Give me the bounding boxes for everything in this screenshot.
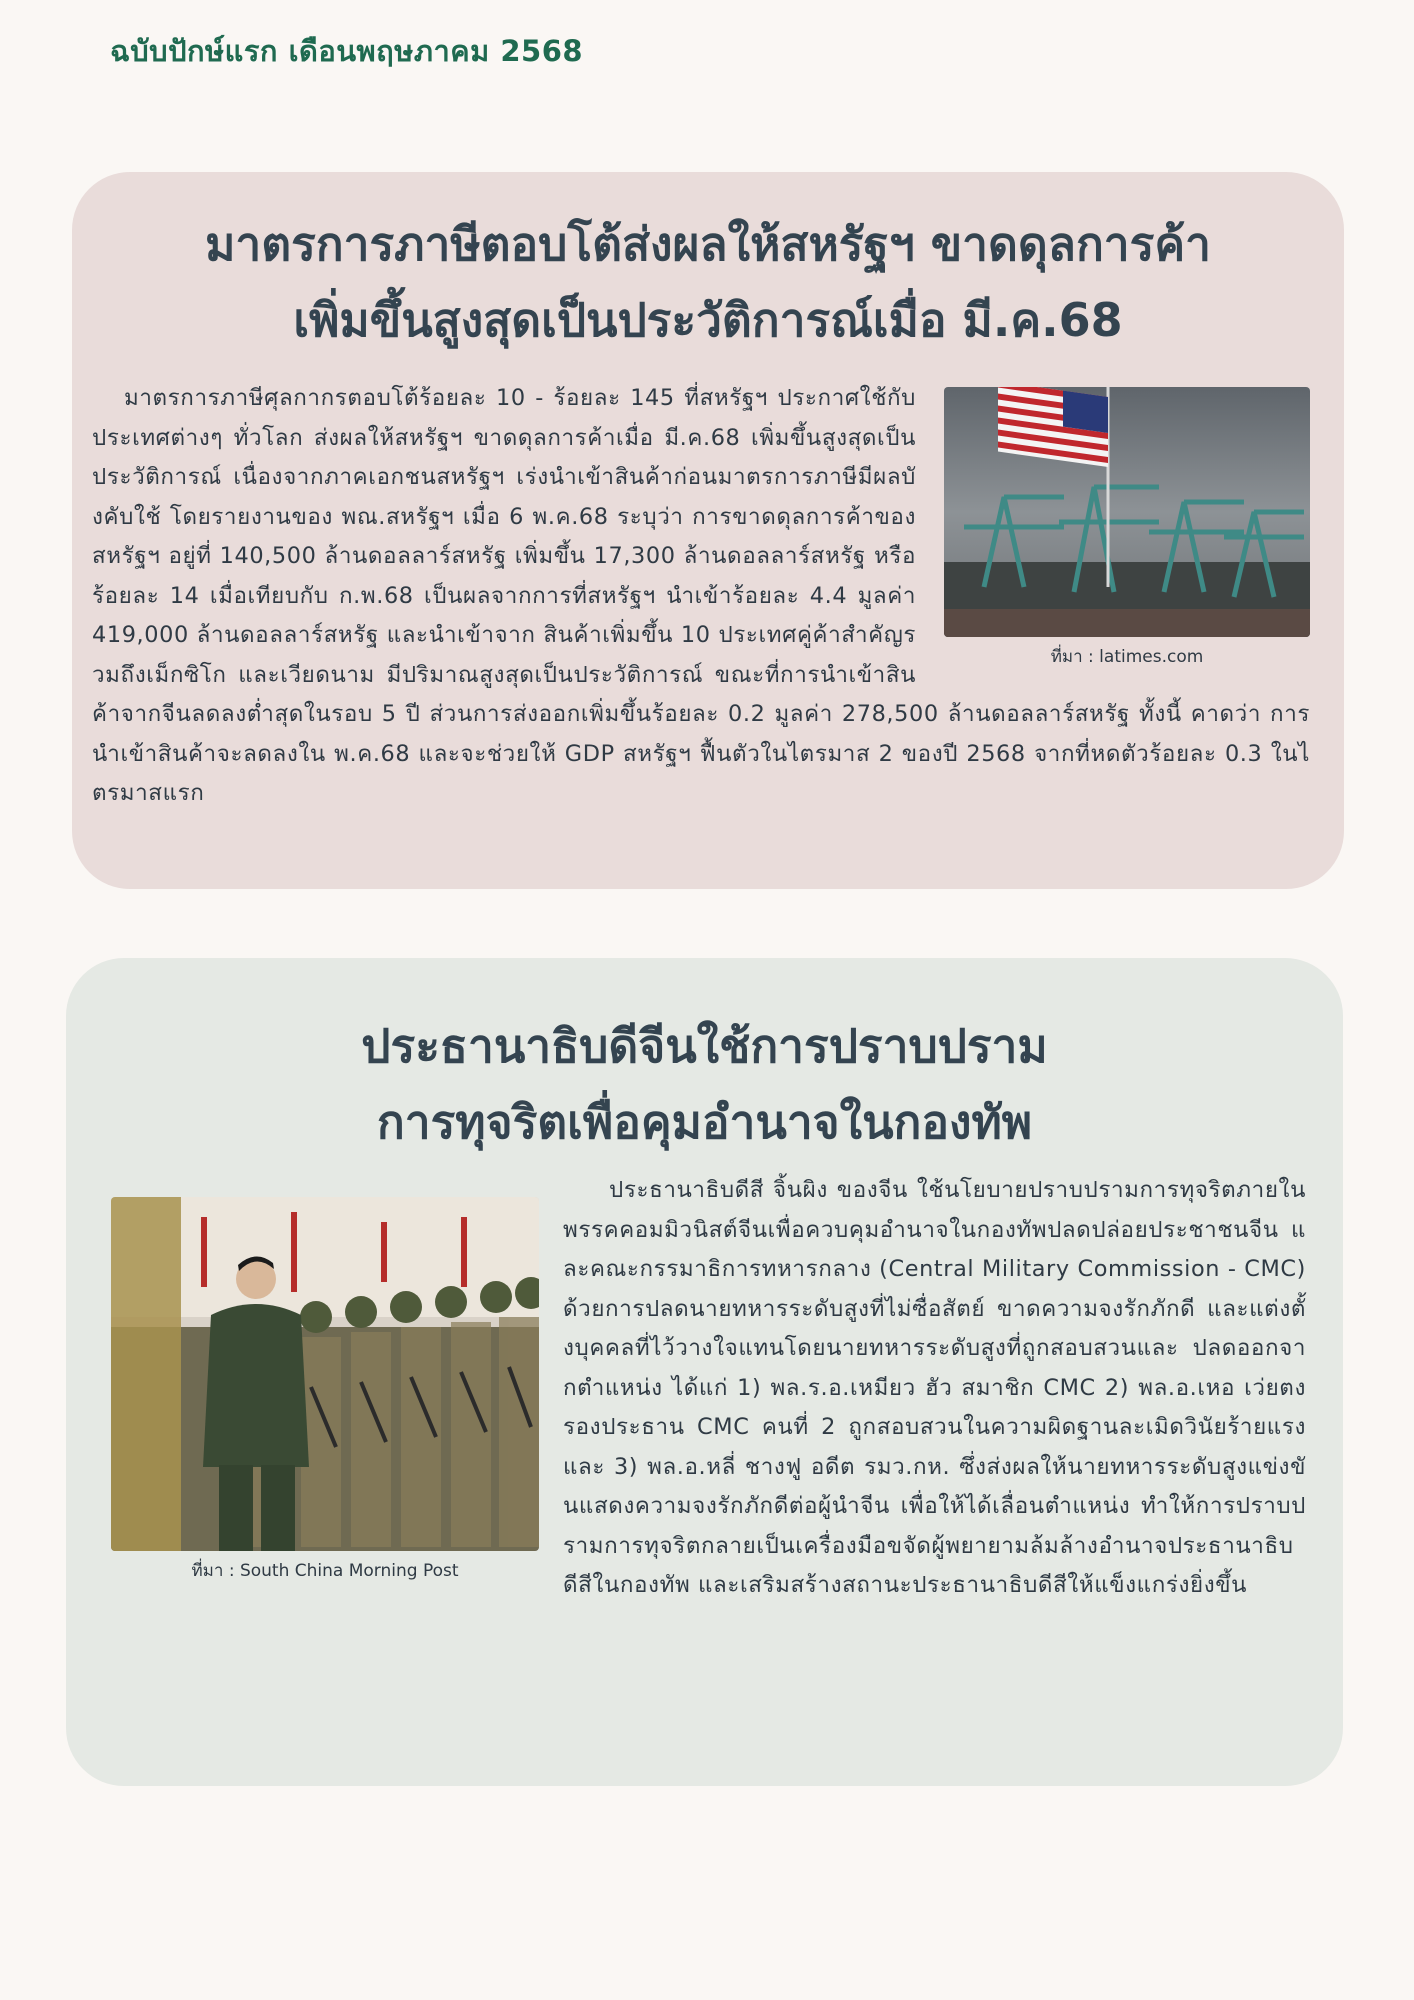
article-title — [72, 172, 1344, 358]
article-card-trade-deficit — [72, 172, 1344, 889]
image-caption: ที่มา : latimes.com — [1050, 647, 1204, 667]
article-body — [111, 1171, 1306, 1606]
article-card-china-anticorruption — [66, 958, 1343, 1786]
figure-us-port — [944, 387, 1310, 665]
article-title — [66, 958, 1343, 1160]
title-line-1: มาตรการภาษีตอบโต้ส่งผลให้สหรัฐฯ ขาดดุลการค้า — [205, 217, 1211, 271]
article-body-text: ประธานาธิบดีสี จิ้นผิง ของจีน ใช้นโยบายปราบปรามการทุจริตภายในพรรคคอมมิวนิสต์จีนเพื่อควบคุมอำนาจในกองทัพปลดปล่อยประชาชนจีน และคณะกรรมาธิการทหารกลาง (Central Military Commission - CMC) ด้วยการปลดนายทหารระดับสูงที่ไม่ซื่อสัตย์ ขาดความจงรักภักดี และแต่งตั้งบุคคลที่ไว้วางใจแทนโดยนายทหารระดับสูงที่ถูกสอบสวนและ ปลดออกจากตำแหน่ง ได้แก่ 1) พล.ร.อ.เหมียว ฮัว สมาชิก CMC 2) พล.อ.เหอ เว่ยตง รองประธาน CMC คนที่ 2 ถูกสอบสวนในความผิดฐานละเมิดวินัยร้ายแรง และ 3) พล.อ.หลี่ ชางฟู อดีต รมว.กห. ซึ่งส่งผลให้นายทหารระดับสูงแข่งขันแสดงความจงรักภักดีต่อผู้นำจีน เพื่อให้ได้เลื่อนตำแหน่ง ทำให้การปราบปรามการทุจริตกลายเป็นเครื่องมือขจัดผู้พยายามล้มล้างอำนาจประธานาธิบดีสีในกองทัพ และเสริมสร้างสถานะประธานาธิบดีสีให้แข็งแกร่งยิ่งขึ้น — [563, 1177, 1306, 1598]
figure-xi-troops — [111, 1171, 539, 1581]
image-caption: ที่มา : South China Morning Post — [191, 1561, 459, 1581]
article-body-text: มาตรการภาษีศุลกากรตอบโต้ร้อยละ 10 - ร้อยละ 145 ที่สหรัฐฯ ประกาศใช้กับประเทศต่างๆ ทั่วโลก ส่งผลให้สหรัฐฯ ขาดดุลการค้าเมื่อ มี.ค.68 เพิ่มขึ้นสูงสุดเป็นประวัติการณ์ เนื่องจากภาคเอกชนสหรัฐฯ เร่งนำเข้าสินค้าก่อนมาตรการภาษีมีผลบังคับใช้ โดยรายงานของ พณ.สหรัฐฯ เมื่อ 6 พ.ค.68 ระบุว่า การขาดดุลการค้าของสหรัฐฯ อยู่ที่ 140,500 ล้านดอลลาร์สหรัฐ เพิ่มขึ้น 17,300 ล้านดอลลาร์สหรัฐ หรือร้อยละ 14 เมื่อเทียบกับ ก.พ.68 เป็นผลจากการที่สหรัฐฯ นำเข้าร้อยละ 4.4 มูลค่า 419,000 ล้านดอลลาร์สหรัฐ และนำเข้าจาก สินค้าเพิ่มขึ้น 10 ประเทศคู่ค้าสำคัญรวมถึงเม็กซิโก และเวียดนาม มีปริมาณสูงสุดเป็นประวัติการณ์ ขณะที่การนำเข้าสินค้าจากจีนลดลงต่ำสุดในรอบ 5 ปี ส่วนการส่งออกเพิ่มขึ้นร้อยละ 0.2 มูลค่า 278,500 ล้านดอลลาร์สหรัฐ ทั้งนี้ คาดว่า การนำเข้าสินค้าจะลดลงใน พ.ค.68 และจะช่วยให้ GDP สหรัฐฯ ฟื้นตัวในไตรมาส 2 ของปี 2568 จากที่หดตัวร้อยละ 0.3 ในไตรมาสแรก — [92, 385, 1310, 806]
title-line-2: การทุจริตเพื่อคุมอำนาจในกองทัพ — [376, 1095, 1033, 1149]
title-line-1: ประธานาธิบดีจีนใช้การปราบปราม — [361, 1019, 1048, 1073]
us-port-flag-photo — [944, 387, 1310, 637]
xi-troops-photo — [111, 1197, 539, 1551]
article-body — [92, 379, 1310, 814]
title-line-2: เพิ่มขึ้นสูงสุดเป็นประวัติการณ์เมื่อ มี.ค.68 — [293, 293, 1123, 347]
issue-header: ฉบับปักษ์แรก เดือนพฤษภาคม 2568 — [110, 34, 584, 68]
